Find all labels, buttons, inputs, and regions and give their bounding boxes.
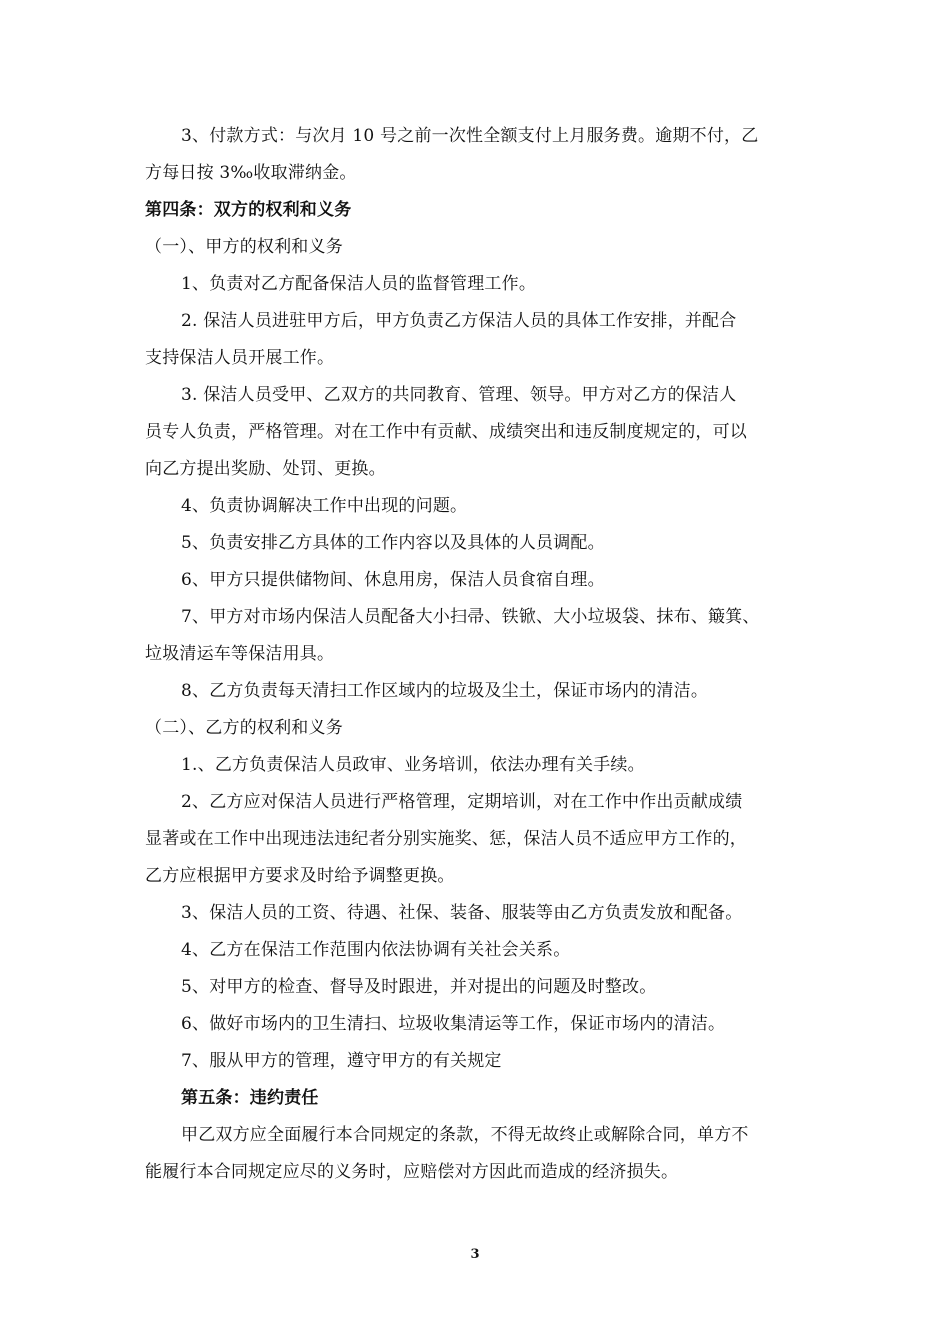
paragraph-line: 3、付款方式：与次月 10 号之前一次性全额支付上月服务费。逾期不付，乙 — [181, 126, 759, 146]
paragraph-line: 5、对甲方的检查、督导及时跟进，并对提出的问题及时整改。 — [181, 977, 657, 997]
paragraph-line: 6、甲方只提供储物间、休息用房，保洁人员食宿自理。 — [181, 570, 605, 590]
paragraph-line: 显著或在工作中出现违法违纪者分别实施奖、惩，保洁人员不适应甲方工作的， — [145, 829, 747, 849]
paragraph-line: 乙方应根据甲方要求及时给予调整更换。 — [145, 866, 455, 886]
paragraph-line: 甲乙双方应全面履行本合同规定的条款，不得无故终止或解除合同，单方不 — [181, 1125, 749, 1145]
paragraph-line: 员专人负责，严格管理。对在工作中有贡献、成绩突出和违反制度规定的，可以 — [145, 422, 747, 442]
paragraph-line: 4、负责协调解决工作中出现的问题。 — [181, 496, 468, 516]
paragraph-line: 7、服从甲方的管理，遵守甲方的有关规定 — [181, 1051, 502, 1071]
paragraph-line: 5、负责安排乙方具体的工作内容以及具体的人员调配。 — [181, 533, 605, 553]
paragraph-line: 向乙方提出奖励、处罚、更换。 — [145, 459, 386, 479]
paragraph-line: 方每日按 3‰收取滞纳金。 — [145, 163, 357, 183]
paragraph-line: 1.、乙方负责保洁人员政审、业务培训，依法办理有关手续。 — [181, 755, 645, 775]
paragraph-line: 2、乙方应对保洁人员进行严格管理，定期培训，对在工作中作出贡献成绩 — [181, 792, 743, 812]
paragraph-line: 2. 保洁人员进驻甲方后，甲方负责乙方保洁人员的具体工作安排，并配合 — [181, 311, 737, 331]
paragraph-line: 3、保洁人员的工资、待遇、社保、装备、服装等由乙方负责发放和配备。 — [181, 903, 743, 923]
paragraph-line: 3. 保洁人员受甲、乙双方的共同教育、管理、领导。甲方对乙方的保洁人 — [181, 385, 737, 405]
paragraph-line: 8、乙方负责每天清扫工作区域内的垃圾及尘土，保证市场内的清洁。 — [181, 681, 709, 701]
paragraph-line: 6、做好市场内的卫生清扫、垃圾收集清运等工作，保证市场内的清洁。 — [181, 1014, 726, 1034]
subsection-heading: （一）、甲方的权利和义务 — [145, 237, 343, 257]
section-heading: 第五条：违约责任 — [181, 1088, 319, 1108]
paragraph-line: 能履行本合同规定应尽的义务时，应赔偿对方因此而造成的经济损失。 — [145, 1162, 679, 1182]
paragraph-line: 1、负责对乙方配备保洁人员的监督管理工作。 — [181, 274, 537, 294]
paragraph-line: 垃圾清运车等保洁用具。 — [145, 644, 335, 664]
paragraph-line: 7、甲方对市场内保洁人员配备大小扫帚、铁锨、大小垃圾袋、抹布、簸箕、 — [181, 607, 760, 627]
page-number: 3 — [470, 1247, 480, 1262]
paragraph-line: 支持保洁人员开展工作。 — [145, 348, 335, 368]
section-heading: 第四条：双方的权利和义务 — [145, 200, 352, 220]
subsection-heading: （二）、乙方的权利和义务 — [145, 718, 343, 738]
paragraph-line: 4、乙方在保洁工作范围内依法协调有关社会关系。 — [181, 940, 571, 960]
